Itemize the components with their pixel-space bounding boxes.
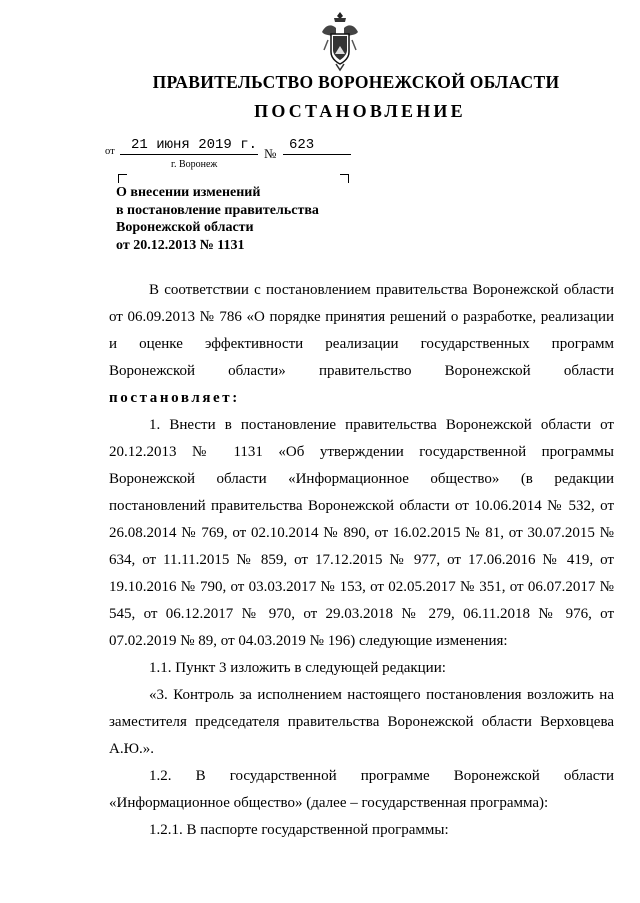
subject-line: Воронежской области [116,220,254,235]
date-number-row [0,137,640,170]
date-prefix: от [105,146,115,157]
paragraph-item-1-2: 1.2. В государственной программе Воронежской области «Информационное общество» (далее – государственная программа): [109,768,614,811]
preamble-line: и оценке эффективности реализации государственных программ [109,336,614,352]
subject-line: О внесении изменений [116,185,261,200]
document-date: 21 июня 2019 г. [131,137,258,153]
document-body [109,277,614,844]
city-label: г. Воронеж [171,159,218,170]
paragraph-item-1-1-quote: «3. Контроль за исполнением настоящего постановления возложить на заместителя председателя правительства Воронежской области Верховцева А.Ю.». [109,687,614,757]
document-type-title: ПОСТАНОВЛЕНИЕ [254,101,466,121]
preamble-line: В соответствии с постановлением правительства Воронежской области [149,282,614,298]
paragraph-item-1-1: 1.1. Пункт 3 изложить в следующей редакции: [149,660,446,676]
number-underline [283,154,351,155]
document-subject [116,184,416,254]
coat-of-arms-emblem [318,10,362,72]
corner-bracket-left [118,174,127,183]
document-number: 623 [289,137,315,153]
paragraph-item-1: 1. Внести в постановление правительства Воронежской области от 20.12.2013 № 1131 «Об утверждении государственной программы Воронежской области «Информационное общество» (в редакции постановлений правительства Воронежской области от 10.06.2014 № 532, от 26.08.2014 № 769, от 02.10.2014 № 890, от 16.02.2015 № 81, от 30.07.2015 № 634, от 11.11.2015 № 859, от 17.12.2015 № 977, от 17.06.2016 № 419, от 19.10.2016 № 790, от 03.03.2017 № 153, от 02.05.2017 № 351, от 06.07.2017 № 545, от 06.12.2017 № 970, от 29.03.2018 № 279, 06.11.2018 № 976, от 07.02.2019 № 89, от 04.03.2019 № 196) следующие изменения: [109,417,614,649]
number-prefix: № [264,146,277,161]
corner-bracket-right [340,174,349,183]
preamble-line: от 06.09.2013 № 786 «О порядке принятия решений о разработке, реализации [109,309,614,325]
date-underline [120,154,258,155]
preamble-line: Воронежской области» правительство Воронежской области [109,363,614,379]
subject-line: в постановление правительства [116,202,319,218]
organization-title: ПРАВИТЕЛЬСТВО ВОРОНЕЖСКОЙ ОБЛАСТИ [152,72,560,92]
resolves-keyword: постановляет: [109,390,240,406]
subject-line: от 20.12.2013 № 1131 [116,237,245,253]
paragraph-item-1-2-1: 1.2.1. В паспорте государственной программы: [149,822,449,838]
